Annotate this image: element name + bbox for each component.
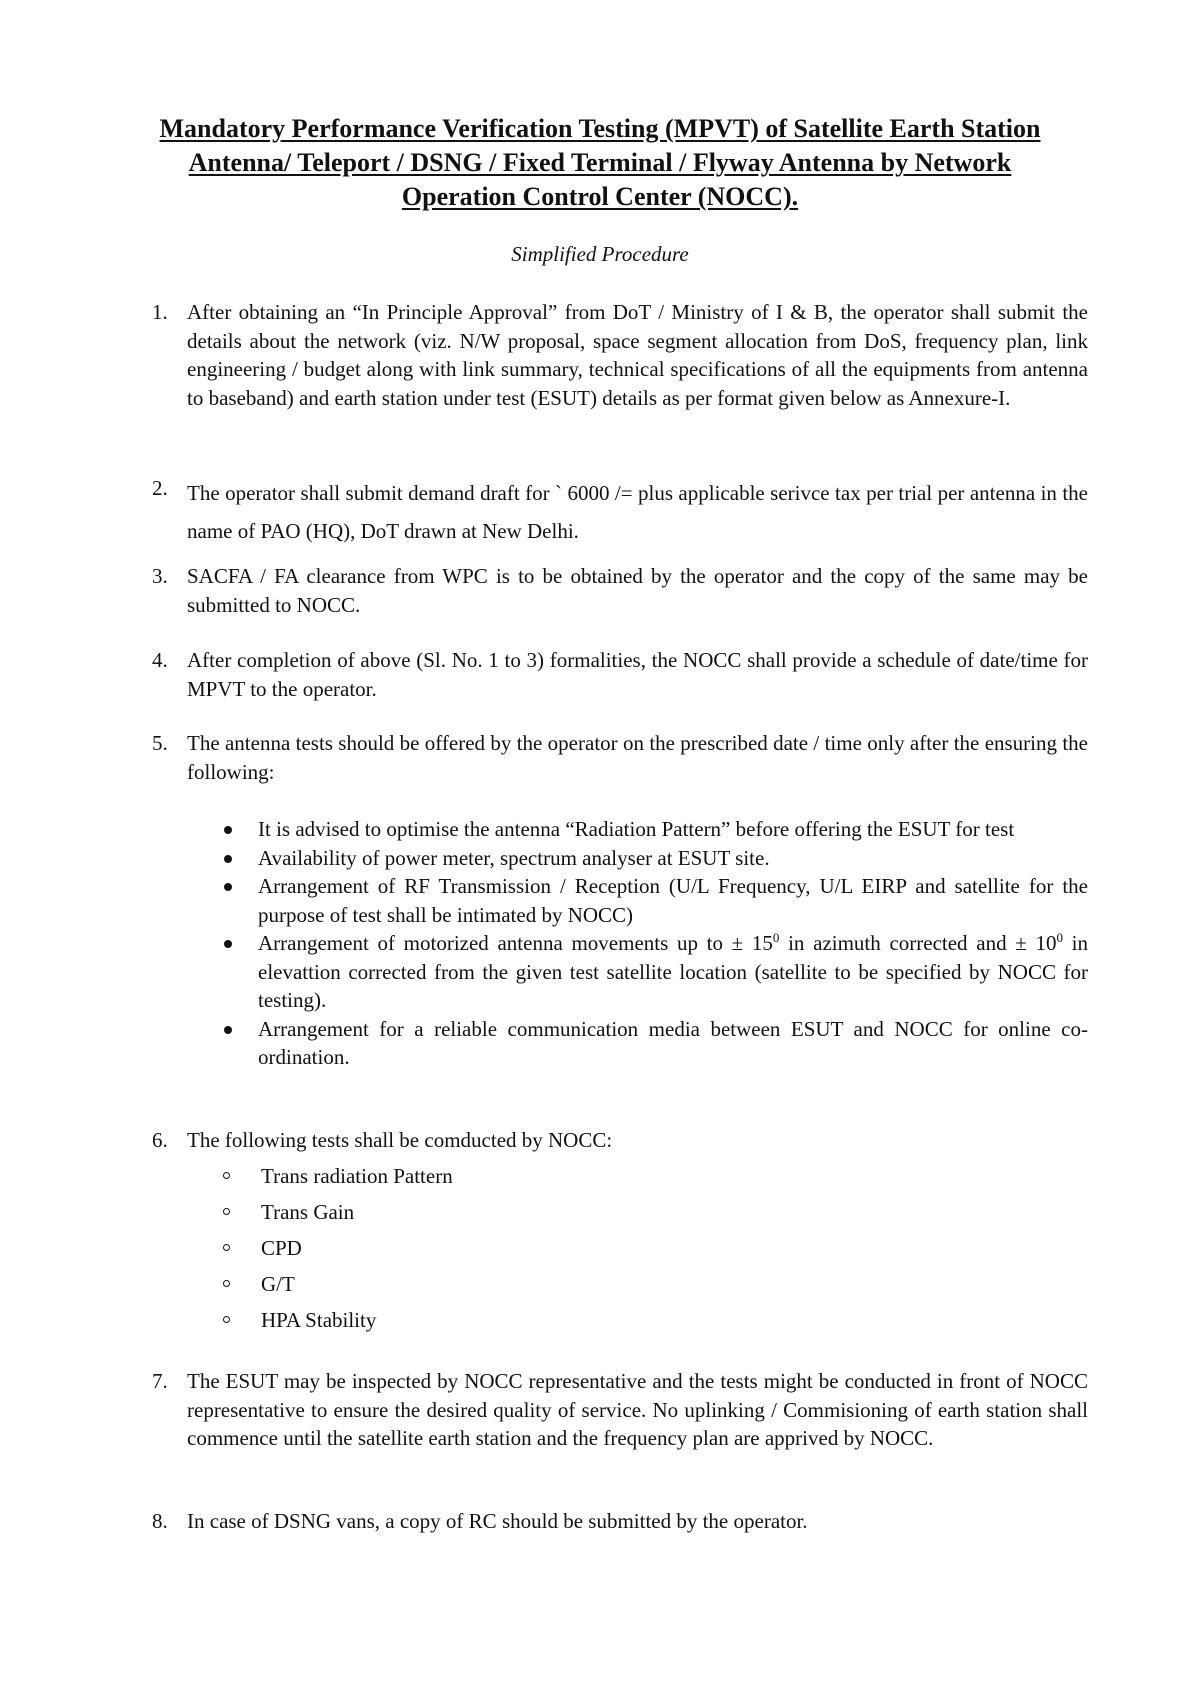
circle-bullet-icon [223,1208,230,1215]
item-number: 7. [152,1369,168,1393]
list-item-1 [152,298,1088,412]
item-number: 4. [152,648,168,672]
item-number: 6. [152,1128,168,1152]
item-text: The following tests shall be comducted by NOCC: [187,1128,613,1152]
item-number: 5. [152,731,168,755]
bullet-item [220,872,1088,929]
test-item [223,1158,823,1194]
bullet-item [220,815,1088,844]
circle-bullet-icon [223,1244,230,1251]
item-text: The ESUT may be inspected by NOCC representative and the tests might be conducted in front of NOCC representative to ensure the desired quality of service. No uplinking / Commisioning of earth station shall commence until the satellite earth station and the frequency plan are apprived by NOCC. [187,1369,1088,1450]
test-item [223,1230,823,1266]
bullet-text: Arrangement of RF Transmission / Reception (U/L Frequency, U/L EIRP and satellite for the purpose of test shall be intimated by NOCC) [258,874,1088,927]
item-number: 3. [152,564,168,588]
test-name: CPD [261,1236,302,1260]
item-number: 8. [152,1509,168,1533]
item-5-bullet-list [220,815,1088,1072]
document-subtitle: Simplified Procedure [511,242,689,266]
item-text: After completion of above (Sl. No. 1 to 3) formalities, the NOCC shall provide a schedule of date/time for MPVT to the operator. [187,648,1088,701]
bullet-item [220,844,1088,873]
list-item-5 [152,729,1088,786]
bullet-text: It is advised to optimise the antenna “Radiation Pattern” before offering the ESUT for test [258,817,1015,841]
list-item-4 [152,646,1088,703]
item-text: After obtaining an “In Principle Approval” from DoT / Ministry of I & B, the operator shall submit the details about the network (viz. N/W proposal, space segment allocation from DoS, frequency plan, link engineering / budget along with link summary, technical specifications of all the equipments from antenna to baseband) and earth station under test (ESUT) details as per format given below as Annexure-I. [187,300,1088,410]
item-text: The operator shall submit demand draft for ` 6000 /= plus applicable serivce tax per trial per antenna in the name of PAO (HQ), DoT drawn at New Delhi. [187,481,1088,543]
item-number: 2. [152,476,168,500]
bullet-text: Availability of power meter, spectrum analyser at ESUT site. [258,845,770,870]
item-text: The antenna tests should be offered by the operator on the prescribed date / time only after the ensuring the following: [187,731,1088,784]
title-line-3: Operation Control Center (NOCC). [401,182,799,211]
test-name: HPA Stability [261,1308,377,1332]
test-item [223,1194,823,1230]
bullet-icon [224,883,232,891]
bullet-item [220,929,1088,1015]
bullet-icon [224,855,232,863]
list-item-3 [152,562,1088,619]
test-item [223,1302,823,1338]
item-6-test-list [223,1158,823,1338]
circle-bullet-icon [223,1280,230,1287]
document-title [100,112,1100,214]
list-item-8 [152,1507,1088,1536]
list-item-7 [152,1367,1088,1453]
item-text: SACFA / FA clearance from WPC is to be obtained by the operator and the copy of the same may be submitted to NOCC. [187,564,1088,617]
circle-bullet-icon [223,1172,230,1179]
test-name: Trans radiation Pattern [261,1164,453,1188]
title-line-2: Antenna/ Teleport / DSNG / Fixed Terminal / Flyway Antenna by Network [188,148,1012,177]
bullet-icon [224,940,232,948]
item-number: 1. [152,300,168,324]
bullet-text: Arrangement for a reliable communication media between ESUT and NOCC for online co-ordination. [258,1016,1088,1069]
list-item-6 [152,1126,1088,1155]
test-name: Trans Gain [261,1200,355,1224]
bullet-icon [224,1026,232,1034]
bullet-item [220,1015,1088,1072]
bullet-text: Arrangement of motorized antenna movements up to ± $15^0$ in azimuth corrected and ± $10^0$ in elevattion corrected from the given test satellite location (satellite to be specified by NOCC for testing). [258,930,1088,1012]
list-item-2 [152,474,1088,550]
test-name: G/T [261,1272,295,1296]
item-text: In case of DSNG vans, a copy of RC should be submitted by the operator. [187,1509,808,1533]
test-item [223,1266,823,1302]
circle-bullet-icon [223,1316,230,1323]
title-line-1: Mandatory Performance Verification Testing (MPVT) of Satellite Earth Station [159,114,1041,143]
bullet-icon [224,826,232,834]
